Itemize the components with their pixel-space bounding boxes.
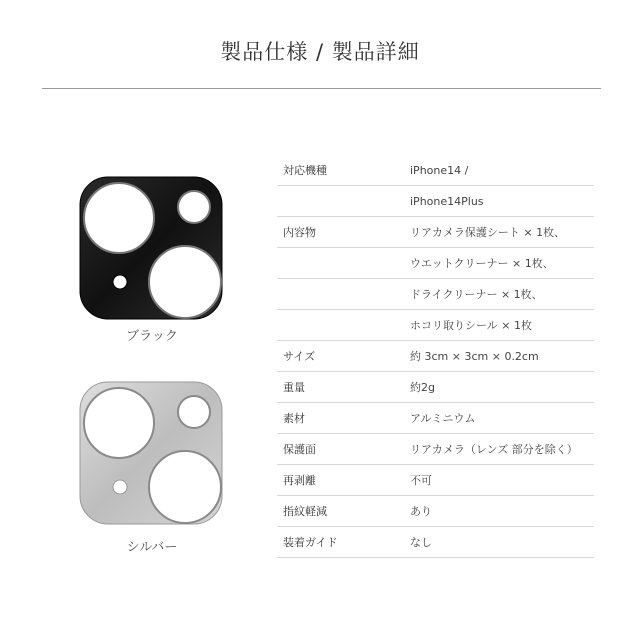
spec-value: リアカメラ（レンズ 部分を除く） [410,443,578,456]
spec-row [277,496,594,527]
spec-value: iPhone14 / [410,163,469,177]
spec-row [277,434,594,465]
black-lens-protector-image [78,175,224,321]
spec-row [277,527,594,558]
spec-label: 指紋軽減 [283,505,327,518]
spec-label: 装着ガイド [283,536,338,549]
silver-caption: シルバー [126,540,178,555]
spec-value: リアカメラ保護シート × 1枚、 [410,226,566,239]
spec-row [277,217,594,248]
spec-row [277,465,594,496]
spec-value: 約2g [410,381,435,394]
spec-value: 約 3cm × 3cm × 0.2cm [410,350,539,363]
spec-label: 対応機種 [283,164,327,177]
spec-value: 不可 [410,474,432,487]
spec-value: アルミニウム [410,412,476,425]
spec-row [277,403,594,434]
spec-value: あり [410,505,432,518]
spec-row [277,341,594,372]
spec-row [277,155,594,186]
spec-label: 素材 [283,412,305,425]
spec-row [277,372,594,403]
spec-label: 重量 [283,381,305,394]
page-title: 製品仕様 / 製品詳細 [220,40,420,64]
spec-label: 保護面 [283,443,316,456]
spec-value: ウエットクリーナー × 1枚、 [410,257,554,270]
spec-label: 内容物 [283,226,316,239]
silver-lens-protector-image [78,380,224,526]
spec-label: サイズ [283,350,316,363]
spec-value: なし [410,536,432,549]
spec-value: ホコリ取りシール × 1枚 [410,319,532,332]
spec-value: ドライクリーナー × 1枚、 [410,288,543,301]
spec-table [277,155,594,558]
spec-row [277,310,594,341]
spec-label: 再剥離 [283,474,316,487]
spec-row [277,186,594,217]
spec-row [277,248,594,279]
title-divider [42,88,601,89]
spec-row [277,279,594,310]
spec-value: iPhone14Plus [410,194,484,208]
black-caption: ブラック [126,329,178,344]
